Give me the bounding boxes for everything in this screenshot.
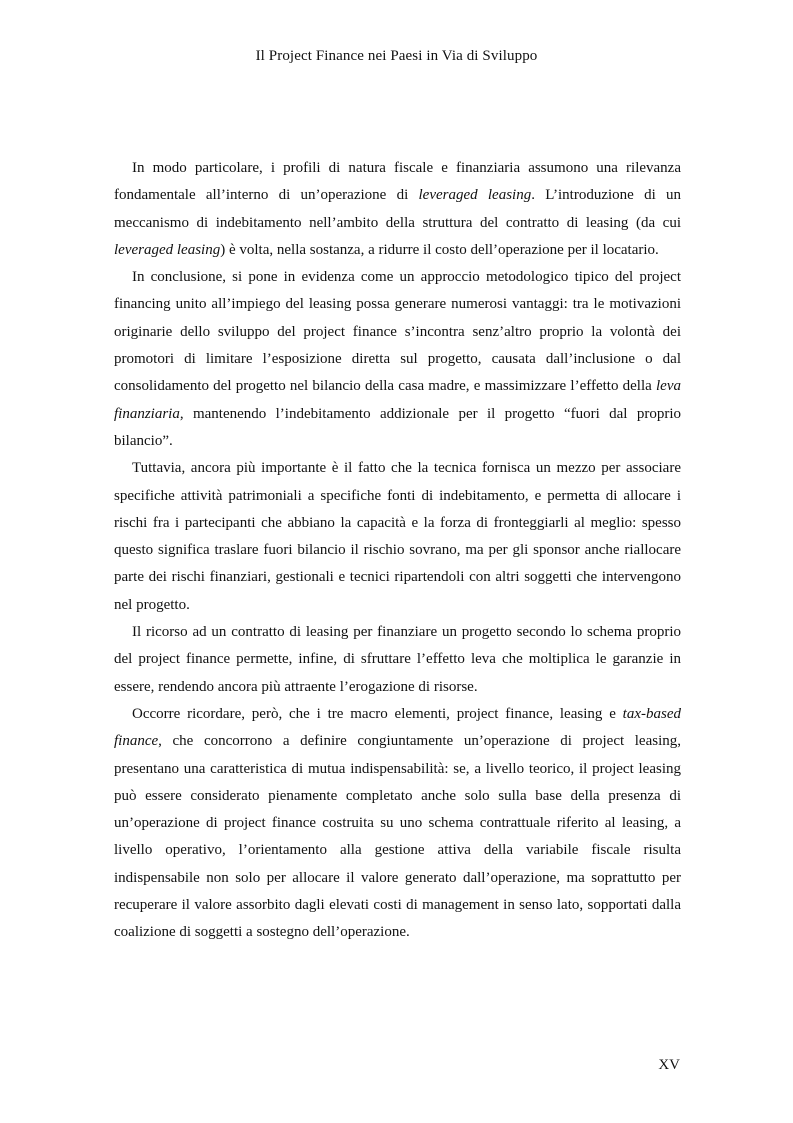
paragraph-1-italic-a: leveraged leasing — [418, 187, 532, 204]
paragraph-3: Tuttavia, ancora più importante è il fatto che la tecnica fornisca un mezzo per associare specifiche attività patrimoniali a specifiche fonti di indebitamento, e permetta di allocare i rischi fra i partecipanti che abbiano la capacità e la forza di fronteggiarli al meglio: spesso questo significa traslare fuori bilancio il rischio sovrano, ma per gli sponsor anche riallocare parte dei rischi finanziari, gestionali e tecnici ripartendoli con altri soggetti che intervengono nel progetto. — [114, 460, 681, 613]
paragraph-1-text-c: ) è volta, nella sostanza, a ridurre il costo dell’operazione per il locatario. — [220, 241, 659, 258]
paragraph-2-text-a: In conclusione, si pone in evidenza come un approccio metodologico tipico del project financing unito all’impiego del leasing possa generare numerosi vantaggi: tra le motivazioni originarie dello sviluppo del project finance s’incontra senz’altro proprio la volontà dei promotori di limitare l’esposizione diretta sul progetto, causata dall’inclusione o dal consolidamento del progetto nel bilancio della casa madre, e massimizzare l’effetto della — [114, 269, 681, 395]
paragraph-1-text-b: . L’introduzione di un meccanismo di indebitamento nell’ambito della struttura del contratto di leasing (da cui — [114, 187, 682, 231]
paragraph-2 — [114, 264, 681, 455]
paragraph-2-text-b: , mantenendo l’indebitamento addizionale per il progetto “fuori dal proprio bilancio”. — [114, 405, 681, 449]
page-number: XV — [658, 1057, 680, 1073]
paragraph-5-text-b: , che concorrono a definire congiuntamente un’operazione di project leasing, presentano una caratteristica di mutua indispensabilità: se, a livello teorico, il project leasing può essere considerato pienamente completato anche solo sulla base della presenza di un’operazione di project finance costruita su uno schema contrattuale riferito al leasing, a livello operativo, l’orientamento alla gestione attiva della variabile fiscale risulta indispensabile non solo per allocare il valore generato dall’operazione, ma soprattutto per recuperare il valore assorbito dagli elevati costi di management in senso lato, sopportati dalla coalizione di soggetti a sostegno dell’operazione. — [114, 733, 681, 941]
paragraph-2-italic-a: leva finanziaria — [114, 378, 681, 422]
body-text — [114, 155, 681, 947]
paragraph-1-text-a: In modo particolare, i profili di natura fiscale e finanziaria assumono una rilevanza fondamentale all’interno di un’operazione di — [114, 160, 681, 204]
paragraph-1 — [114, 155, 681, 264]
paragraph-5-italic-a: tax-based finance — [114, 705, 681, 750]
paragraph-4: Il ricorso ad un contratto di leasing per finanziare un progetto secondo lo schema proprio del project finance permette, infine, di sfruttare l’effetto leva che moltiplica le garanzie in essere, rendendo ancora più attraente l’erogazione di risorse. — [114, 624, 681, 695]
running-header: Il Project Finance nei Paesi in Via di Sviluppo — [255, 48, 538, 64]
paragraph-5 — [114, 701, 681, 947]
paragraph-1-italic-b: leveraged leasing — [114, 241, 221, 258]
paragraph-5-text-a: Occorre ricordare, però, che i tre macro elementi, project finance, leasing e — [132, 705, 623, 722]
